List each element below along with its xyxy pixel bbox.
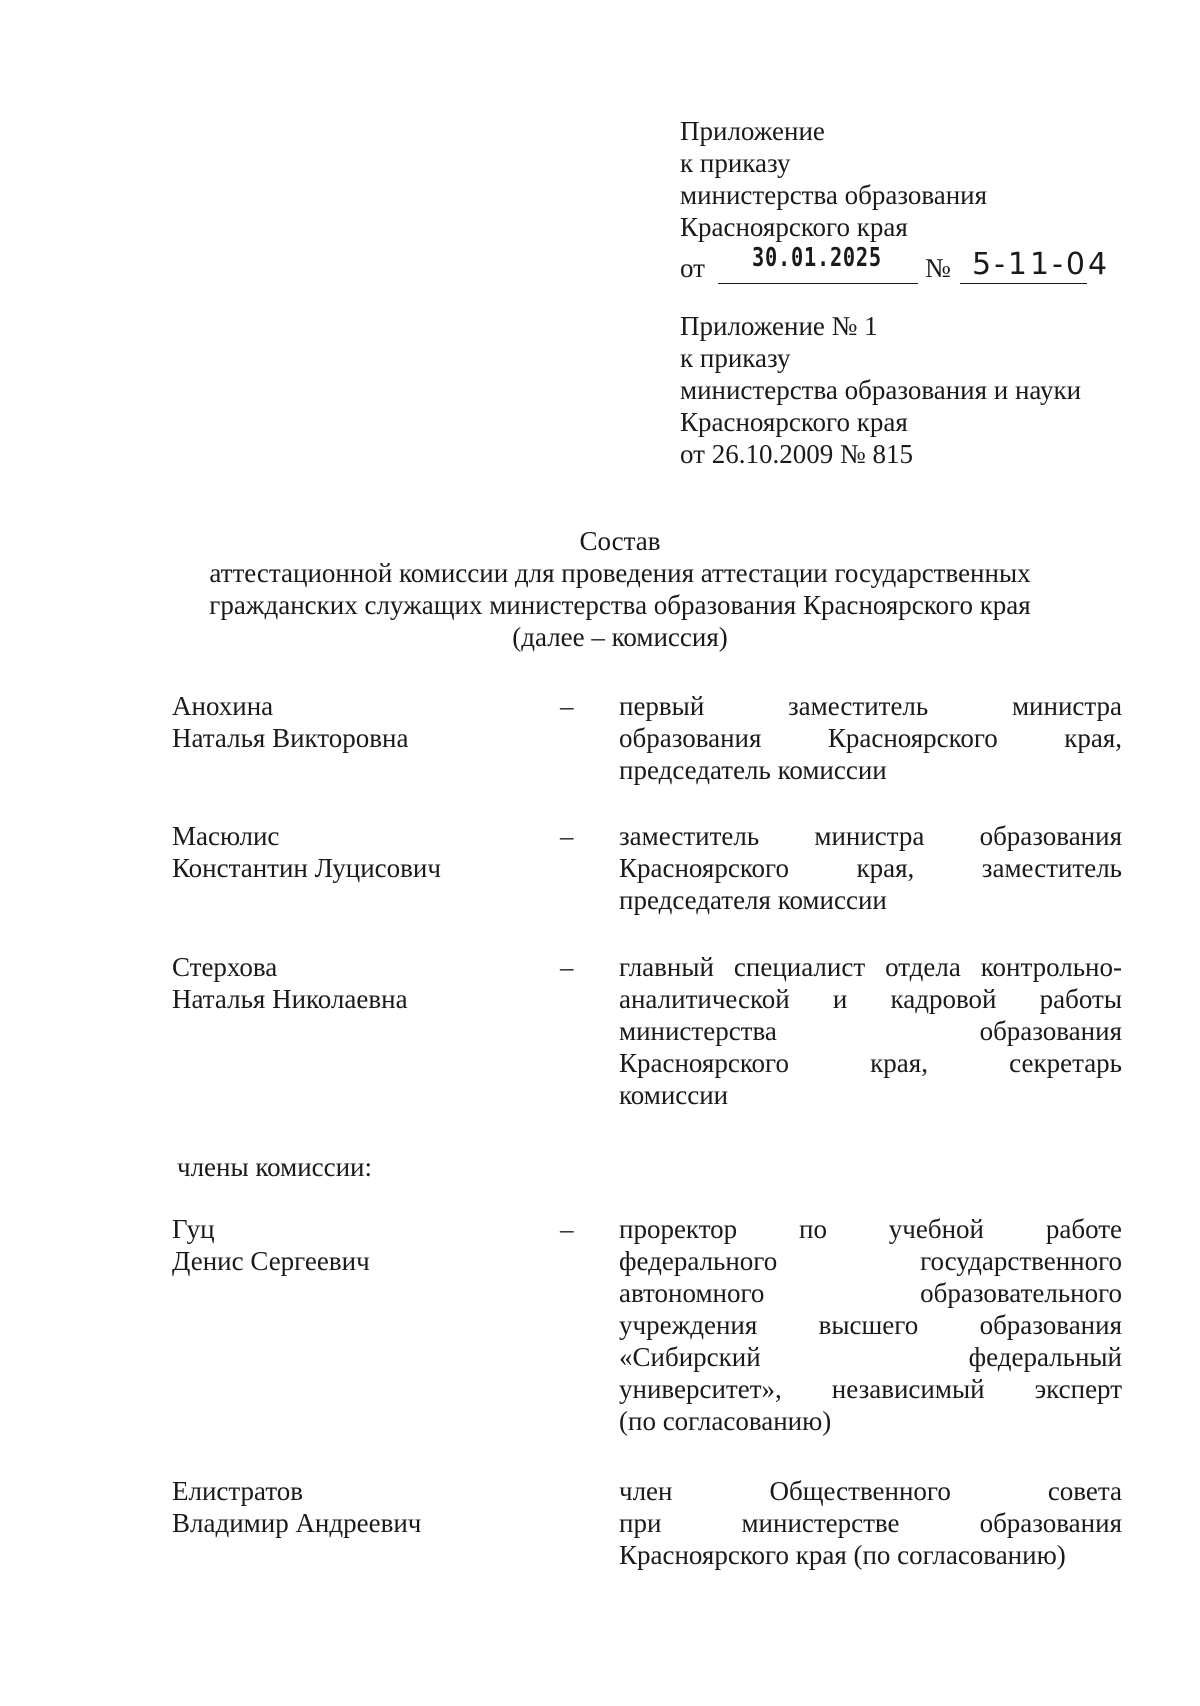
title-line: (далее – комиссия) — [512, 622, 728, 652]
role-line: министерства образования — [619, 1016, 1122, 1046]
member-dash: – — [560, 952, 574, 982]
appendix-line: к приказу — [680, 343, 791, 373]
role-line: образования Красноярского края, — [619, 723, 1122, 753]
member-surname: Стерхова — [172, 952, 278, 982]
appendix-line: министерства образования — [680, 180, 988, 210]
role-line: заместитель министра образования — [619, 821, 1122, 851]
member-role — [619, 1475, 1122, 1571]
role-line: «Сибирский федеральный — [619, 1342, 1122, 1372]
number-prefix: № — [925, 253, 951, 283]
title-heading: Состав — [579, 526, 661, 556]
title-line: аттестационной комиссии для проведения аттестации государственных — [209, 558, 1031, 588]
role-line: федерального государственного — [619, 1246, 1122, 1276]
member-given-name: Владимир Андреевич — [172, 1508, 422, 1538]
member-surname: Анохина — [172, 691, 274, 721]
role-line: Красноярского края (по согласованию) — [619, 1540, 1066, 1570]
order-number-handwritten: 5-11-04 — [972, 247, 1111, 282]
member-given-name: Наталья Николаевна — [172, 984, 408, 1014]
member-name — [172, 820, 552, 884]
member-name — [172, 690, 552, 754]
order-date-stamp: 30.01.2025 — [752, 243, 882, 273]
document-title — [0, 525, 1200, 653]
role-line: член Общественного совета — [619, 1476, 1122, 1506]
date-underline — [718, 283, 918, 284]
member-surname: Елистратов — [172, 1476, 304, 1506]
member-role — [619, 1213, 1122, 1437]
role-line: учреждения высшего образования — [619, 1310, 1122, 1340]
order-date-row — [680, 243, 1120, 287]
member-given-name: Денис Сергеевич — [172, 1246, 370, 1276]
role-line: председатель комиссии — [619, 755, 887, 785]
number-underline — [960, 283, 1087, 284]
member-given-name: Наталья Викторовна — [172, 723, 409, 753]
role-line: первый заместитель министра — [619, 691, 1122, 721]
member-surname: Гуц — [172, 1214, 215, 1244]
appendix-line: Красноярского края — [680, 407, 908, 437]
appendix-line: Приложение — [680, 116, 825, 146]
role-line: главный специалист отдела контрольно- — [619, 952, 1122, 982]
role-line: аналитической и кадровой работы — [619, 984, 1122, 1014]
member-role — [619, 690, 1122, 786]
role-line: проректор по учебной работе — [619, 1214, 1122, 1244]
role-line: Красноярского края, заместитель — [619, 853, 1122, 883]
member-dash: – — [560, 1214, 574, 1244]
appendix-current — [680, 115, 1120, 287]
appendix-original — [680, 310, 1150, 470]
member-role — [619, 951, 1122, 1111]
role-line: (по согласованию) — [619, 1406, 832, 1436]
appendix-line: от 26.10.2009 № 815 — [680, 439, 913, 469]
member-name — [172, 951, 552, 1015]
member-given-name: Константин Луцисович — [172, 853, 441, 883]
date-prefix: от — [680, 253, 705, 283]
member-role — [619, 820, 1122, 916]
appendix-line: министерства образования и науки — [680, 375, 1082, 405]
role-line: председателя комиссии — [619, 885, 887, 915]
member-dash: – — [560, 691, 574, 721]
role-line: автономного образовательного — [619, 1278, 1122, 1308]
members-label: члены комиссии: — [177, 1152, 373, 1182]
member-name — [172, 1475, 552, 1539]
member-dash: – — [560, 821, 574, 851]
member-name — [172, 1213, 552, 1277]
role-line: Красноярского края, секретарь — [619, 1048, 1122, 1078]
appendix-line: Красноярского края — [680, 212, 908, 242]
role-line: при министерстве образования — [619, 1508, 1122, 1538]
appendix-line: Приложение № 1 — [680, 311, 878, 341]
title-line: гражданских служащих министерства образования Красноярского края — [209, 590, 1031, 620]
role-line: комиссии — [619, 1080, 729, 1110]
appendix-line: к приказу — [680, 148, 791, 178]
member-surname: Масюлис — [172, 821, 280, 851]
role-line: университет», независимый эксперт — [619, 1374, 1122, 1404]
